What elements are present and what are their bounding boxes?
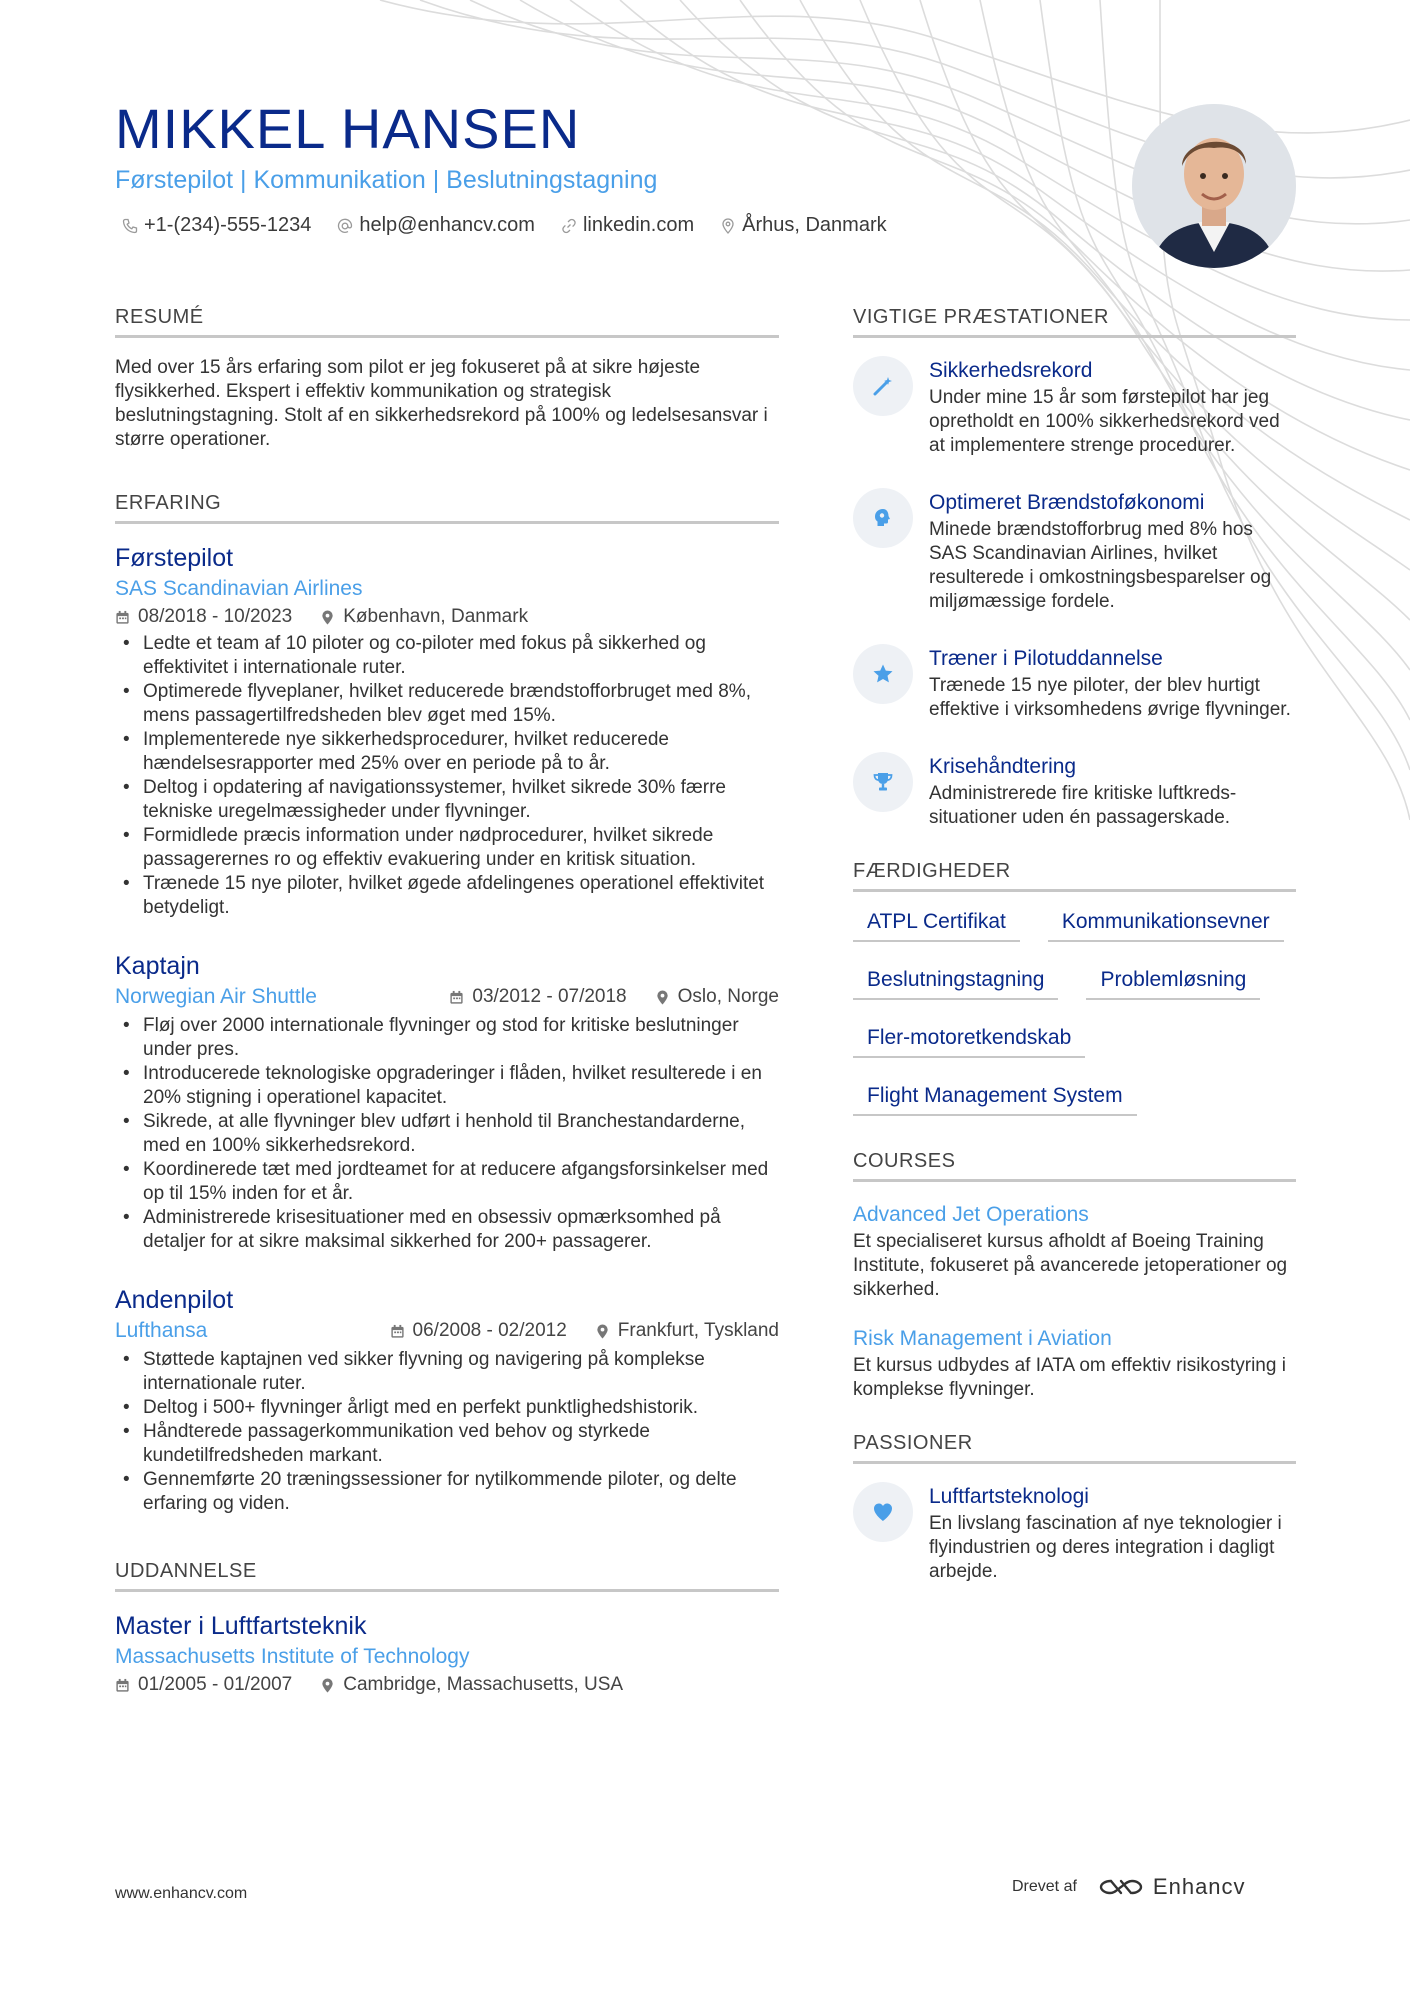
- job-bullet: • Implementerede nye sikkerhedsprocedurer, hvilket reducerede hændelsesrapporter med 25% over en periode på to år.: [115, 728, 779, 776]
- education-dates: [115, 1672, 292, 1698]
- job-meta: [115, 604, 779, 630]
- education-degree: Master i Luftfartsteknik: [115, 1612, 367, 1640]
- resume-section: [115, 306, 779, 452]
- resume-summary: Med over 15 års erfaring som pilot er jeg fokuseret på at sikre højeste flysikkerhed. Ekspert i effektiv kommunikation og strategisk beslutningstagning. Stolt af en sikkerhedsrekord på 100% og ledelsesansvar i større operationer.: [115, 357, 768, 450]
- contact-phone[interactable]: [122, 214, 311, 237]
- education-meta: [115, 1672, 779, 1698]
- powered-by-text: Drevet af: [1012, 1878, 1077, 1895]
- job-bullet: • Gennemførte 20 træningssessioner for nytilkommende piloter, og delte erfaring og viden.: [115, 1468, 779, 1516]
- achievement-title: Optimeret Brændstoføkonomi: [929, 491, 1205, 514]
- education-section-title: UDDANNELSE: [115, 1560, 779, 1592]
- job-location-text: Oslo, Norge: [677, 986, 779, 1007]
- resume-section-title: RESUMÉ: [115, 306, 779, 338]
- job-bullet: • Håndterede passagerkommunikation ved behov og styrkede kundetilfredsheden markant.: [115, 1420, 779, 1468]
- job-location: [595, 1318, 779, 1344]
- experience-entry: [115, 950, 779, 1254]
- location-pin-icon: [720, 218, 736, 234]
- head-icon: [871, 506, 895, 530]
- achievements-section-title: VIGTIGE PRÆSTATIONER: [853, 306, 1296, 338]
- achievement-item: [853, 356, 1296, 458]
- passion-item: [853, 1482, 1296, 1584]
- passion-icon-badge: [853, 1482, 913, 1542]
- passions-section: [853, 1432, 1296, 1584]
- skill-tag: Flight Management System: [853, 1084, 1137, 1116]
- job-bullet: • Introducerede teknologiske opgraderinger i flåden, hvilket resulterede i en 20% stigning i operationel kapacitet.: [115, 1062, 779, 1110]
- experience-entry: [115, 1284, 779, 1516]
- passion-title: Luftfartsteknologi: [929, 1485, 1089, 1508]
- achievement-title: Krisehåndtering: [929, 755, 1077, 778]
- location-pin-icon: [320, 1678, 335, 1693]
- achievement-icon-badge: [853, 752, 913, 812]
- job-dates-text: 03/2012 - 07/2018: [472, 986, 627, 1007]
- education-dates-text: 01/2005 - 01/2007: [138, 1674, 293, 1695]
- profile-photo: [1132, 104, 1296, 268]
- course-title: Advanced Jet Operations: [853, 1203, 1089, 1226]
- job-bullet: • Formidlede præcis information under nødprocedurer, hvilket sikrede passagerernes ro og effektiv evakuering under en kritisk situation.: [115, 824, 779, 872]
- location-pin-icon: [595, 1324, 610, 1339]
- achievement-desc: Trænede 15 nye piloter, der blev hurtigt effektive i virksomhedens øvrige flyvninger.: [929, 675, 1291, 720]
- achievement-item: [853, 752, 1296, 830]
- job-location: [655, 984, 779, 1010]
- job-bullet: • Administrerede krisesituationer med en obsessiv opmærksomhed på detaljer for at sikre maksimal sikkerhed for 200+ passagerer.: [115, 1206, 779, 1254]
- skills-section: [853, 860, 1296, 1116]
- achievement-title: Træner i Pilotuddannelse: [929, 647, 1163, 670]
- job-title: Førstepilot: [115, 544, 234, 572]
- job-bullet: • Trænede 15 nye piloter, hvilket øgede afdelingenes operationel effektivitet betydeligt.: [115, 872, 779, 920]
- education-school: Massachusetts Institute of Technology: [115, 1645, 470, 1668]
- course-item: [853, 1324, 1296, 1402]
- contact-location: [720, 214, 887, 237]
- skill-tag: Problemløsning: [1086, 968, 1260, 1000]
- job-bullet: • Koordinerede tæt med jordteamet for at reducere afgangsforsinkelser med op til 15% inden for et år.: [115, 1158, 779, 1206]
- achievement-desc: Under mine 15 år som førstepilot har jeg opretholdt en 100% sikkerhedsrekord ved at implementere strenge procedurer.: [929, 387, 1280, 456]
- job-meta: [390, 1318, 779, 1344]
- phone-icon: [122, 218, 138, 234]
- course-title: Risk Management i Aviation: [853, 1327, 1112, 1350]
- footer-website[interactable]: www.enhancv.com: [115, 1885, 248, 1902]
- job-company: Norwegian Air Shuttle: [115, 985, 317, 1008]
- job-bullet: • Deltog i 500+ flyvninger årligt med en perfekt punktlighedshistorik.: [115, 1396, 779, 1420]
- location-pin-icon: [320, 610, 335, 625]
- job-bullet: • Optimerede flyveplaner, hvilket reducerede brændstofforbruget med 8%, mens passagertilfredsheden blev øget med 15%.: [115, 680, 779, 728]
- skill-tag: Fler-motoretkendskab: [853, 1026, 1085, 1058]
- wand-icon: [871, 374, 895, 398]
- courses-section: [853, 1150, 1296, 1402]
- education-location: [320, 1672, 623, 1698]
- contact-linkedin[interactable]: [561, 214, 694, 237]
- job-bullets: [115, 632, 779, 920]
- at-icon: [337, 218, 353, 234]
- job-bullets: [115, 1348, 779, 1516]
- job-location-text: København, Danmark: [343, 606, 529, 627]
- skill-tag: Beslutningstagning: [853, 968, 1058, 1000]
- job-bullets: [115, 1014, 779, 1254]
- job-company: Lufthansa: [115, 1319, 208, 1342]
- job-dates: [449, 984, 626, 1010]
- star-icon: [871, 662, 895, 686]
- achievement-icon-badge: [853, 488, 913, 548]
- skill-tag: Kommunikationsevner: [1048, 910, 1284, 942]
- location-text: Århus, Danmark: [742, 214, 887, 236]
- job-company-line: [115, 982, 779, 1012]
- job-title: Andenpilot: [115, 1286, 234, 1314]
- course-desc: Et kursus udbydes af IATA om effektiv risikostyring i komplekse flyvninger.: [853, 1355, 1286, 1400]
- right-column: [853, 306, 1296, 1614]
- passion-desc: En livslang fascination af nye teknologier i flyindustrien og deres integration i dagligt arbejde.: [929, 1513, 1282, 1582]
- achievements-section: [853, 306, 1296, 830]
- job-bullet: • Fløj over 2000 internationale flyvninger og stod for kritiske beslutninger under pres.: [115, 1014, 779, 1062]
- job-dates: [115, 604, 292, 630]
- trophy-icon: [871, 770, 895, 794]
- courses-section-title: COURSES: [853, 1150, 1296, 1182]
- job-meta: [449, 984, 779, 1010]
- job-dates-text: 06/2008 - 02/2012: [412, 1320, 567, 1341]
- linkedin-text: linkedin.com: [582, 214, 695, 236]
- experience-section: [115, 492, 779, 1516]
- education-location-text: Cambridge, Massachusetts, USA: [343, 1674, 624, 1695]
- email-text: help@enhancv.com: [359, 214, 535, 236]
- link-icon: [561, 218, 577, 234]
- contact-row: [122, 214, 887, 237]
- calendar-icon: [115, 1678, 130, 1693]
- achievement-desc: Administrerede fire kritiske luftkreds-situationer uden én passagerskade.: [929, 783, 1237, 828]
- calendar-icon: [115, 610, 130, 625]
- candidate-headline: Førstepilot | Kommunikation | Beslutningstagning: [115, 166, 658, 194]
- job-company: SAS Scandinavian Airlines: [115, 577, 363, 600]
- job-company-line: [115, 1316, 779, 1346]
- achievement-item: [853, 644, 1296, 722]
- brand-logo[interactable]: [1097, 1874, 1246, 1900]
- left-column: [115, 306, 779, 1698]
- experience-entry: [115, 542, 779, 920]
- profile-photo-illustration: [1132, 104, 1296, 268]
- passions-section-title: PASSIONER: [853, 1432, 1296, 1464]
- calendar-icon: [449, 990, 464, 1005]
- location-pin-icon: [655, 990, 670, 1005]
- brand-name: Enhancv: [1152, 1874, 1246, 1899]
- candidate-name: MIKKEL HANSEN: [115, 97, 581, 160]
- course-desc: Et specialiseret kursus afholdt af Boeing Training Institute, fokuseret på avancerede jetoperationer og sikkerhed.: [853, 1231, 1288, 1300]
- contact-email[interactable]: [337, 214, 535, 237]
- job-location-text: Frankfurt, Tyskland: [617, 1320, 779, 1341]
- job-bullet: • Ledte et team af 10 piloter og co-piloter med fokus på sikkerhed og effektivitet i internationale ruter.: [115, 632, 779, 680]
- skills-list: [853, 910, 1296, 1116]
- experience-section-title: ERFARING: [115, 492, 779, 524]
- job-dates-text: 08/2018 - 10/2023: [138, 606, 293, 627]
- job-title: Kaptajn: [115, 952, 200, 980]
- achievement-desc: Minede brændstofforbrug med 8% hos SAS Scandinavian Airlines, hvilket resulterede i omkostningsbesparelser og miljømæssige fordele.: [929, 519, 1272, 612]
- job-bullet: • Sikrede, at alle flyvninger blev udført i henhold til Branchestandarderne, med en 100% sikkerhedsrekord.: [115, 1110, 779, 1158]
- footer-branding: [1012, 1874, 1246, 1900]
- calendar-icon: [390, 1324, 405, 1339]
- heart-icon: [871, 1500, 895, 1524]
- achievement-item: [853, 488, 1296, 614]
- job-dates: [390, 1318, 567, 1344]
- achievement-icon-badge: [853, 644, 913, 704]
- enhancv-logo-icon: [1097, 1875, 1145, 1899]
- job-bullet: • Deltog i opdatering af navigationssystemer, hvilket sikrede 30% færre tekniske uregelmæssigheder under flyvninger.: [115, 776, 779, 824]
- course-item: [853, 1200, 1296, 1302]
- achievement-title: Sikkerhedsrekord: [929, 359, 1093, 382]
- job-bullet: • Støttede kaptajnen ved sikker flyvning og navigering på komplekse internationale ruter.: [115, 1348, 779, 1396]
- job-location: [320, 604, 528, 630]
- skills-section-title: FÆRDIGHEDER: [853, 860, 1296, 892]
- skill-tag: ATPL Certifikat: [853, 910, 1020, 942]
- education-section: [115, 1560, 779, 1698]
- phone-text: +1-(234)-555-1234: [144, 214, 312, 236]
- achievement-icon-badge: [853, 356, 913, 416]
